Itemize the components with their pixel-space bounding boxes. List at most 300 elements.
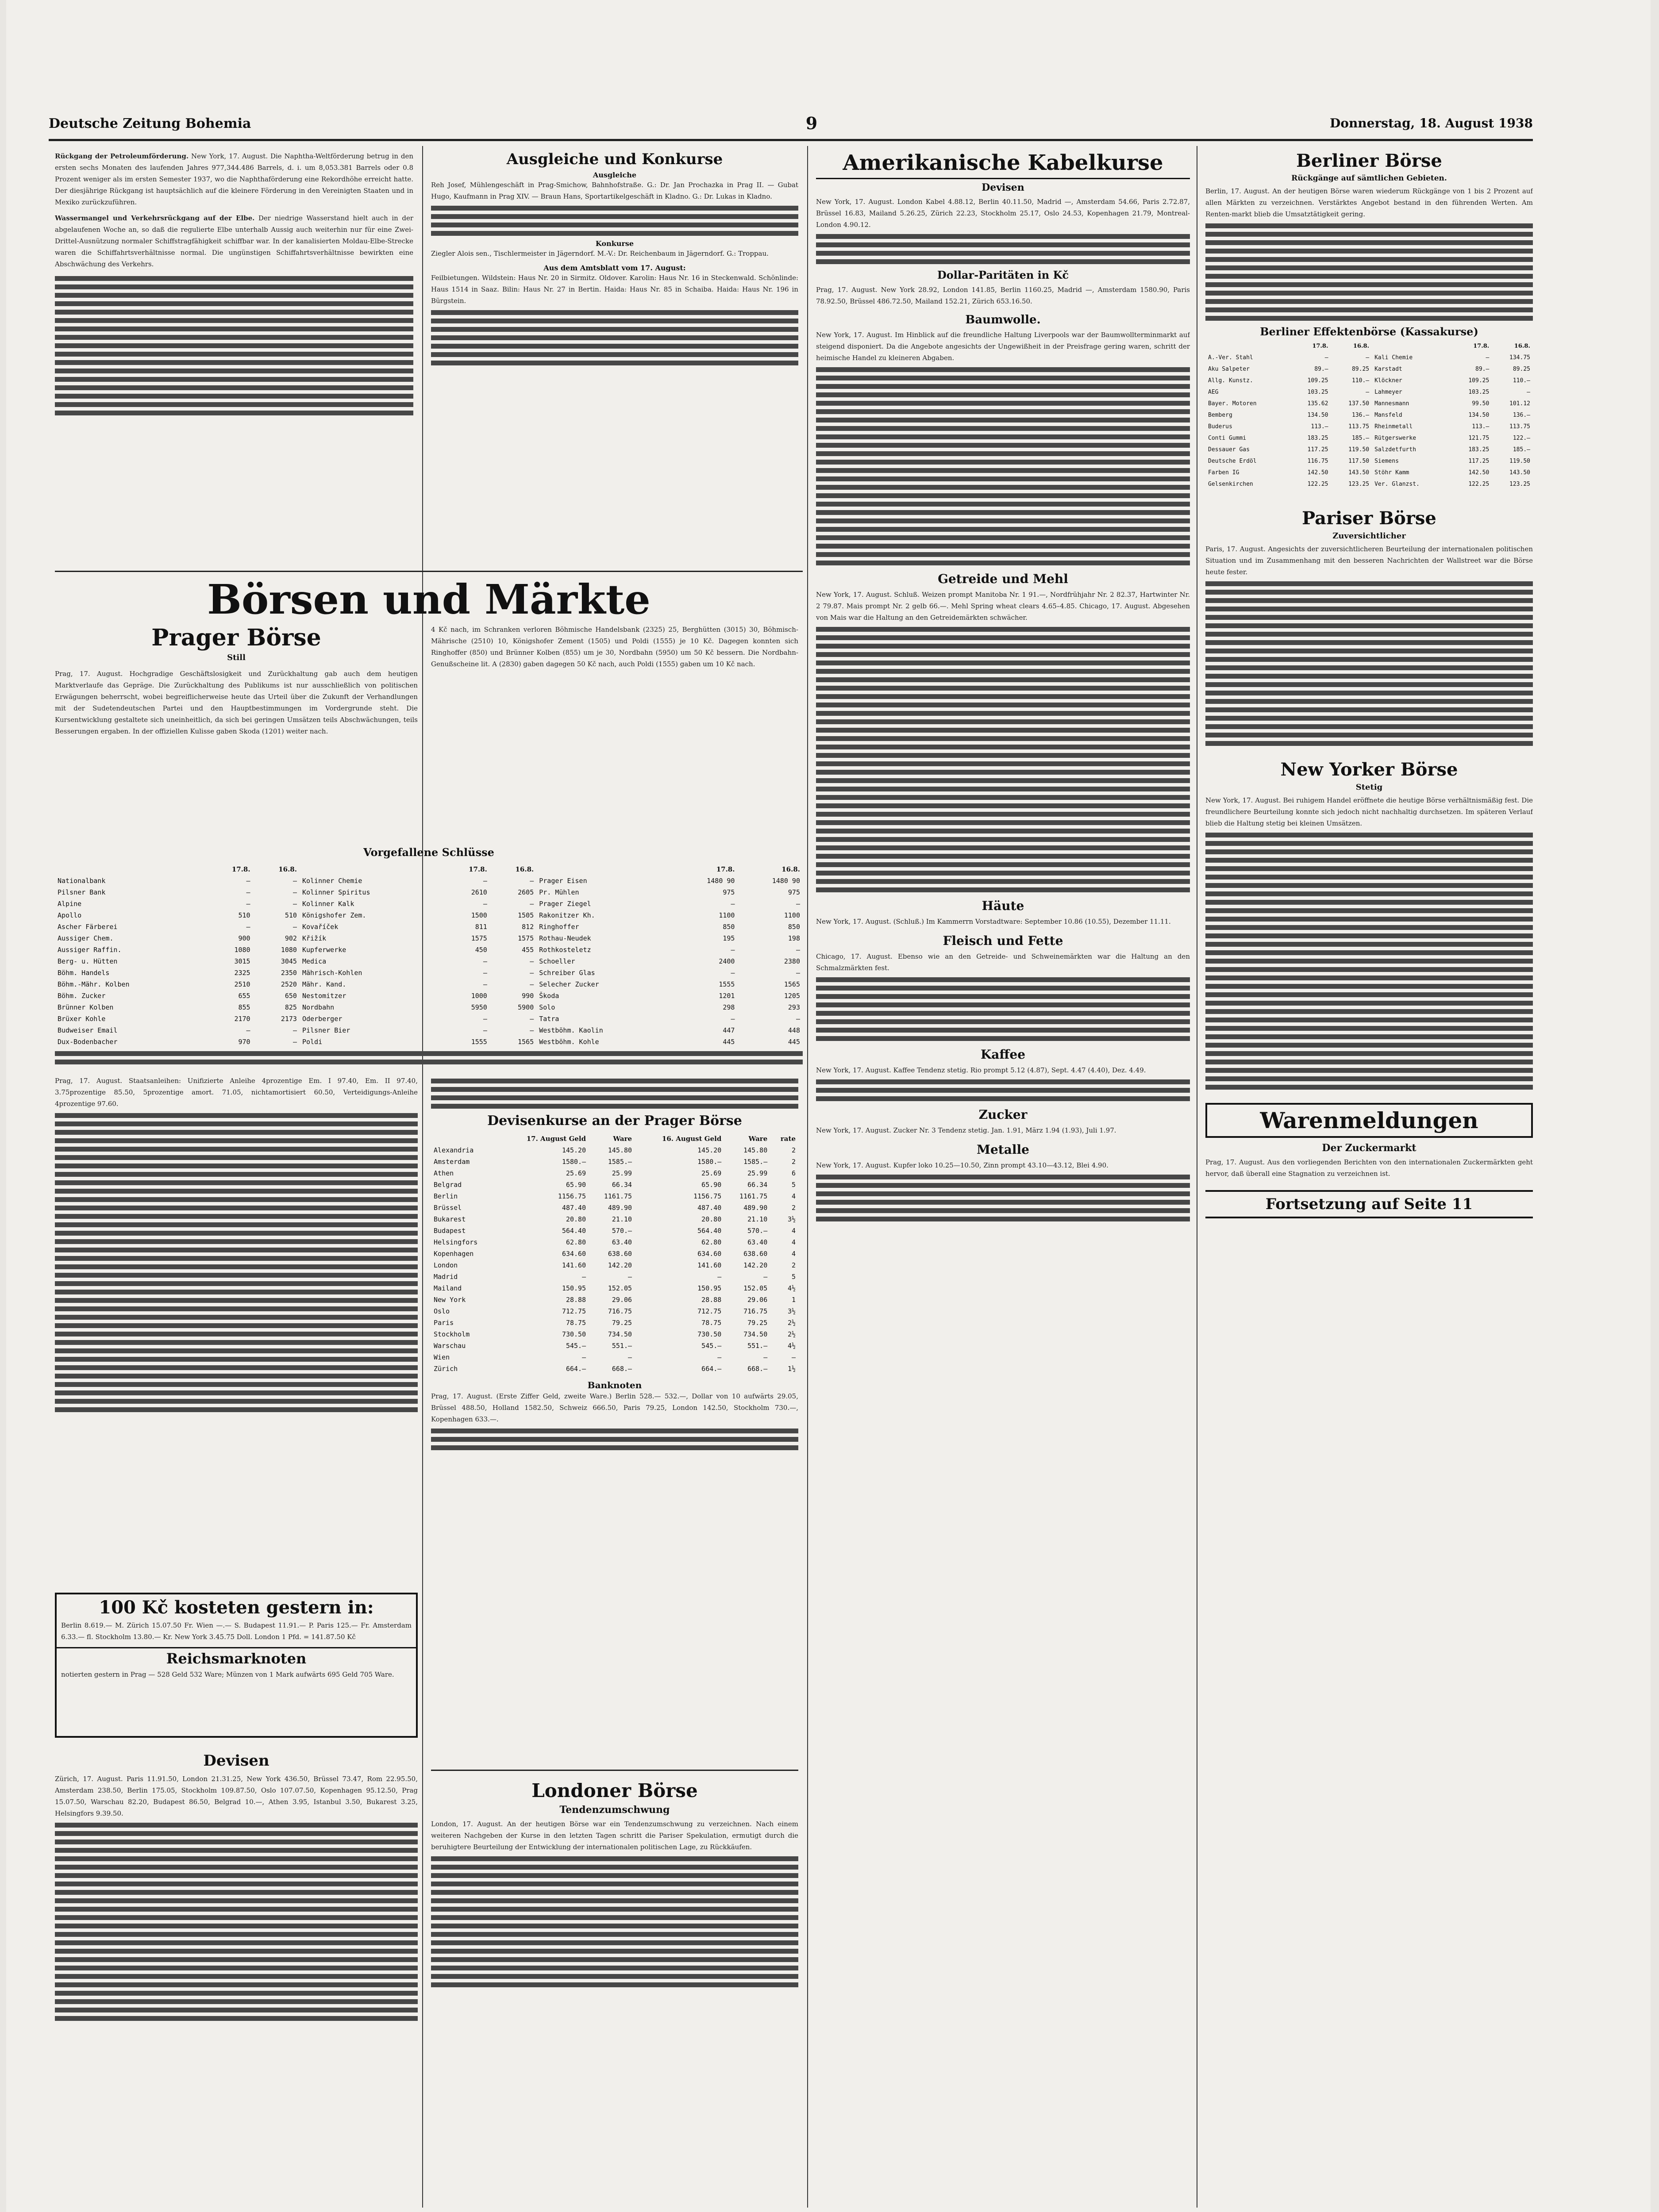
th <box>431 1133 499 1144</box>
table-row <box>431 1271 798 1283</box>
getreide-title: Getreide und Mehl <box>938 572 1068 586</box>
table-cell: 119.50 <box>1509 458 1530 465</box>
table-cell: Böhm. Zucker <box>58 992 106 1000</box>
table-cell: 2 <box>791 1204 796 1212</box>
devisen-title: Devisen <box>203 1752 269 1770</box>
table-cell: 902 <box>285 934 297 942</box>
table-cell: 489.90 <box>743 1204 768 1212</box>
table-cell: Prager Ziegel <box>539 900 591 908</box>
reichsmark-text: notierten gestern in Prag — 528 Geld 532 Ware; Münzen von 1 Mark aufwärts 695 Geld 705 Ware. <box>61 1671 394 1678</box>
table-cell: 142.20 <box>743 1261 768 1269</box>
table-cell: Siemens <box>1374 458 1399 465</box>
warenmeldungen-box <box>1205 1103 1533 1138</box>
table-cell: 510 <box>285 911 297 919</box>
table-cell: 3045 <box>281 957 297 965</box>
table-cell: 489.90 <box>608 1204 632 1212</box>
zuckermarkt-text: Prag, 17. August. Aus den vorliegenden Berichten von den internationalen Zuckermärkten geht hervor, daß überall eine Stagnation zu verzeichnen ist. <box>1205 1158 1533 1178</box>
table-cell: 1100 <box>784 911 800 919</box>
table-cell: 668.— <box>747 1365 768 1373</box>
table-cell: — <box>530 957 534 965</box>
table-cell: 298 <box>723 1003 735 1011</box>
table-cell: 122.— <box>1513 435 1530 442</box>
table-cell: Allg. Kunstz. <box>1208 377 1253 384</box>
table-row <box>55 979 803 990</box>
table-cell: 551.— <box>747 1342 768 1350</box>
table-cell: 21.10 <box>747 1215 768 1223</box>
table-cell: — <box>246 1026 250 1034</box>
zucker-title: Zucker <box>978 1107 1028 1122</box>
table-cell: 142.20 <box>608 1261 632 1269</box>
table-cell: Kopenhagen <box>434 1250 474 1258</box>
table-cell: 78.75 <box>566 1319 586 1327</box>
table-cell: Kolinner Chemie <box>302 877 362 885</box>
table-cell: Medica <box>302 957 327 965</box>
table-cell: — <box>293 888 297 896</box>
table-cell: 2400 <box>719 957 735 965</box>
table-cell: 551.— <box>612 1342 632 1350</box>
th: Ware <box>613 1135 632 1143</box>
table-cell: — <box>796 969 800 977</box>
table-cell: 564.40 <box>697 1227 722 1235</box>
table-cell: Karstadt <box>1374 366 1402 373</box>
table-row <box>431 1294 798 1306</box>
table-cell: Rütgerswerke <box>1374 435 1417 442</box>
table-cell: Kali Chemie <box>1374 354 1413 361</box>
table-cell: — <box>293 1026 297 1034</box>
metalle-title: Metalle <box>977 1142 1029 1157</box>
devisenkurse-table <box>431 1133 798 1375</box>
table-cell: 825 <box>285 1003 297 1011</box>
table-cell: 78.75 <box>701 1319 722 1327</box>
table-cell: Berlin <box>434 1192 458 1200</box>
table-cell: 63.40 <box>612 1238 632 1246</box>
berliner-text: Berlin, 17. August. An der heutigen Börse waren wiederum Rückgänge von 1 bis 2 Prozent auf allen Märkten zu verzeichnen. Verstärktes Angebot bestand in den führenden Werten. Am Renten-markt blieb die Umsatztätigkeit gering. <box>1205 187 1533 218</box>
table-cell: — <box>530 969 534 977</box>
table-cell: Budapest <box>434 1227 466 1235</box>
table-cell: 2170 <box>234 1015 250 1023</box>
table-cell: 113.— <box>1472 423 1490 430</box>
kabelkurse-sub: Devisen <box>982 182 1024 193</box>
table-cell: — <box>483 969 487 977</box>
table-cell: Berg- u. Hütten <box>58 957 118 965</box>
table-row <box>431 1363 798 1375</box>
table-cell: Mannesmann <box>1374 400 1409 407</box>
kc-box <box>55 1593 418 1738</box>
col-divider-1 <box>422 146 423 2208</box>
th: 17. August Geld <box>526 1135 586 1143</box>
table-cell: Dux-Bodenbacher <box>58 1038 118 1046</box>
table-cell: — <box>582 1273 586 1281</box>
table-cell: 450 <box>475 946 487 954</box>
table-row <box>55 967 803 979</box>
table-cell: 113.75 <box>1509 423 1530 430</box>
table-cell: 185.— <box>1513 446 1530 453</box>
table-cell: 900 <box>238 934 250 942</box>
table-cell: 1565 <box>518 1038 534 1046</box>
table-cell: 2 <box>791 1158 796 1166</box>
table-cell: 1000 <box>471 992 487 1000</box>
elbe-text: Der niedrige Wasserstand hielt auch in der abgelaufenen Woche an, so daß die regulierte Elbe unterhalb Aussig auch weiterhin nur für eine Zwei-Drittel-Ausnützung normaler Schiffstragfähigkeit schiffbar war. In der kanalisierten Moldau-Elbe-Strecke waren die Schiffahrtsverhältnisse normal. Die ungünstigen Schiffahrtsverhältnisse bewirkten eine Abschwächung des Verkehrs. <box>55 214 413 268</box>
table-cell: 664.— <box>701 1365 722 1373</box>
table-cell: 1201 <box>719 992 735 1000</box>
pariser-text: Paris, 17. August. Angesichts der zuversichtlicheren Beurteilung der internationalen politischen Situation und im Zusammenhang mit den besseren Nachrichten der Wallstreet war die Börse heute fester. <box>1205 545 1533 576</box>
table-cell: Wien <box>434 1353 450 1361</box>
masthead-rule <box>49 139 1533 141</box>
table-cell: — <box>483 1026 487 1034</box>
table-cell: — <box>1486 354 1490 361</box>
table-cell: 117.25 <box>1468 458 1490 465</box>
table-cell: 110.— <box>1351 377 1370 384</box>
table-cell: 970 <box>238 1038 250 1046</box>
table-cell: 79.25 <box>747 1319 768 1327</box>
table-cell: Farben IG <box>1208 469 1239 476</box>
berliner-title: Berliner Börse <box>1296 150 1442 171</box>
table-cell: 145.80 <box>743 1146 768 1154</box>
table-row <box>55 921 803 933</box>
fleisch-title: Fleisch und Fette <box>943 933 1063 948</box>
table-row <box>55 898 803 910</box>
table-cell: 570.— <box>612 1227 632 1235</box>
kaffee-title: Kaffee <box>980 1047 1026 1062</box>
table-cell: — <box>246 888 250 896</box>
table-row <box>1205 352 1533 364</box>
table-cell: 1580.— <box>562 1158 586 1166</box>
table-cell: 712.75 <box>697 1307 722 1315</box>
table-row <box>1205 387 1533 398</box>
konkurse-text: Ziegler Alois sen., Tischlermeister in Jägerndorf. M.-V.: Dr. Reichenbaum in Jägerndorf. G.: Troppau. <box>431 250 769 257</box>
table-cell: 62.80 <box>566 1238 586 1246</box>
table-cell: 990 <box>522 992 534 1000</box>
table-cell: Aussiger Chem. <box>58 934 114 942</box>
table-cell: Alexandria <box>434 1146 474 1154</box>
table-cell: 3015 <box>234 957 250 965</box>
prager-boerse-sub: Still <box>227 653 246 662</box>
table-cell: 89.— <box>1314 366 1328 373</box>
table-cell: Ver. Glanzst. <box>1374 481 1420 488</box>
table-cell: 135.62 <box>1307 400 1328 407</box>
table-cell: Belgrad <box>434 1181 462 1189</box>
table-cell: 109.25 <box>1307 377 1328 384</box>
th: 17.8. <box>716 865 735 873</box>
table-cell: — <box>530 877 534 885</box>
elbe-headline: Wassermangel und Verkehrsrückgang auf der Elbe. <box>55 214 255 222</box>
table-cell: Westböhm. Kaolin <box>539 1026 603 1034</box>
table-cell: 716.75 <box>608 1307 632 1315</box>
table-cell: Bayer. Motoren <box>1208 400 1257 407</box>
table-cell: — <box>1324 354 1328 361</box>
table-cell: 1480 90 <box>772 877 800 885</box>
table-cell: Böhm. Handels <box>58 969 110 977</box>
table-cell: 634.60 <box>697 1250 722 1258</box>
table-cell: 6 <box>791 1169 796 1177</box>
table-cell: 137.50 <box>1348 400 1370 407</box>
table-cell: 103.25 <box>1468 389 1490 396</box>
th: 17.8. <box>1473 343 1490 349</box>
table-cell: 25.99 <box>612 1169 632 1177</box>
table-cell: 448 <box>788 1026 800 1034</box>
col4 <box>1205 150 1533 2212</box>
table-row <box>55 1013 803 1025</box>
table-cell: 4 <box>791 1192 796 1200</box>
table-cell: 2350 <box>281 969 297 977</box>
table-cell: 1080 <box>281 946 297 954</box>
table-row <box>1205 398 1533 410</box>
devisenkurse-block <box>431 1075 798 1765</box>
table-cell: Stöhr Kamm <box>1374 469 1409 476</box>
table-cell: 2 <box>791 1261 796 1269</box>
berliner-sub: Rückgänge auf sämtlichen Gebieten. <box>1291 174 1447 183</box>
table-row <box>1205 444 1533 456</box>
table-cell: — <box>530 980 534 988</box>
table-cell: Pilsner Bank <box>58 888 106 896</box>
table-cell: Mansfeld <box>1374 412 1402 419</box>
table-cell: 117.25 <box>1307 446 1328 453</box>
table-row <box>55 910 803 921</box>
table-row <box>431 1260 798 1271</box>
table-cell: 136.— <box>1513 412 1530 419</box>
table-cell: Pilsner Bier <box>302 1026 350 1034</box>
table-cell: 29.06 <box>747 1296 768 1304</box>
table-cell: 66.34 <box>747 1181 768 1189</box>
table-cell: 99.50 <box>1472 400 1490 407</box>
table-cell: 1100 <box>719 911 735 919</box>
th: 16.8. <box>1514 343 1530 349</box>
fleisch-text: Chicago, 17. August. Ebenso wie an den Getreide- und Schweinemärkten war die Haltung an den Schmalzmärkten fest. <box>816 952 1190 972</box>
table-cell: — <box>1366 354 1370 361</box>
table-cell: Oslo <box>434 1307 450 1315</box>
table-cell: 1555 <box>719 980 735 988</box>
table-row <box>1205 410 1533 421</box>
table-cell: 121.75 <box>1468 435 1490 442</box>
table-row <box>431 1179 798 1190</box>
table-row <box>55 990 803 1002</box>
table-cell: Rothau-Neudek <box>539 934 591 942</box>
table-cell: 113.— <box>1311 423 1328 430</box>
table-cell: — <box>791 1353 796 1361</box>
table-cell: — <box>293 1038 297 1046</box>
table-cell: 89.25 <box>1351 366 1370 373</box>
table-cell: Bukarest <box>434 1215 466 1223</box>
table-cell: 28.88 <box>701 1296 722 1304</box>
table-cell: 564.40 <box>562 1227 586 1235</box>
table-cell: 812 <box>522 923 534 931</box>
th <box>536 864 672 875</box>
table-cell: 2½ <box>787 1319 796 1327</box>
table-row <box>431 1306 798 1317</box>
table-cell: Alpine <box>58 900 82 908</box>
table-cell: 5 <box>791 1273 796 1281</box>
staats-text: Prag, 17. August. Staatsanleihen: Unifizierte Anleihe 4prozentige Em. I 97.40, Em. II 97.40, 3.75prozentige 85.50, 5prozentige amort. 71.05, nichtamortisiert 60.50, Verteidigungs-Anleihe 4prozentige 97.60. <box>55 1077 418 1108</box>
table-cell: 1080 <box>234 946 250 954</box>
table-cell: 145.20 <box>562 1146 586 1154</box>
table-cell: Kovaříček <box>302 923 339 931</box>
prager-boerse-title: Prager Börse <box>151 624 321 651</box>
table-cell: 143.50 <box>1348 469 1370 476</box>
table-cell: — <box>293 923 297 931</box>
pariser-sub: Zuversichtlicher <box>1332 531 1406 541</box>
table-cell: 142.50 <box>1307 469 1328 476</box>
table-row <box>1205 467 1533 479</box>
table-cell: Mährisch-Kohlen <box>302 969 362 977</box>
table-cell: 145.80 <box>608 1146 632 1154</box>
table-cell: — <box>731 900 735 908</box>
table-cell: 1161.75 <box>739 1192 768 1200</box>
table-cell: 487.40 <box>697 1204 722 1212</box>
table-cell: — <box>1527 389 1530 396</box>
table-cell: Nationalbank <box>58 877 106 885</box>
table-cell: 734.50 <box>608 1330 632 1338</box>
table-row <box>431 1283 798 1294</box>
table-cell: 109.25 <box>1468 377 1490 384</box>
table-cell: 716.75 <box>743 1307 768 1315</box>
table-cell: Aussiger Raffin. <box>58 946 122 954</box>
table-cell: — <box>483 1015 487 1023</box>
table-cell: 20.80 <box>566 1215 586 1223</box>
table-cell: Ringhoffer <box>539 923 579 931</box>
th: 16. August Geld <box>662 1135 722 1143</box>
table-cell: 1500 <box>471 911 487 919</box>
table-cell: Kolinner Kalk <box>302 900 354 908</box>
table-cell: 66.34 <box>612 1181 632 1189</box>
table-cell: 143.50 <box>1509 469 1530 476</box>
table-cell: 5900 <box>518 1003 534 1011</box>
table-row <box>55 875 803 887</box>
kaffee-text: New York, 17. August. Kaffee Tendenz stetig. Rio prompt 5.12 (4.87), Sept. 4.47 (4.40), Dez. 4.49. <box>816 1066 1146 1074</box>
table-cell: — <box>530 1026 534 1034</box>
table-cell: 730.50 <box>562 1330 586 1338</box>
table-row <box>431 1340 798 1352</box>
table-cell: 2 <box>791 1146 796 1154</box>
table-cell: — <box>763 1273 768 1281</box>
table-cell: — <box>796 1015 800 1023</box>
col-divider-2 <box>807 146 808 2208</box>
table-cell: Paris <box>434 1319 454 1327</box>
warenmeldungen-title: Warenmeldungen <box>1260 1107 1478 1133</box>
table-cell: 1585.— <box>743 1158 768 1166</box>
ausgleiche-subtitle: Ausgleiche <box>593 171 637 179</box>
th: 17.8. <box>231 865 250 873</box>
table-cell: 63.40 <box>747 1238 768 1246</box>
table-cell: 2380 <box>784 957 800 965</box>
haeute-text: New York, 17. August. (Schluß.) Im Kammerrn Vorstadtware: September 10.86 (10.55), Dezember 11.11. <box>816 918 1171 926</box>
devisen-zurich <box>55 1752 418 2212</box>
table-cell: 811 <box>475 923 487 931</box>
kabelkurse-title: Amerikanische Kabelkurse <box>816 150 1190 179</box>
table-cell: Škoda <box>539 992 559 1000</box>
table-cell: 142.50 <box>1468 469 1490 476</box>
newyorker-text: New York, 17. August. Bei ruhigem Handel eröffnete die heutige Börse verhältnismäßig fest. Die freundlichere Beurteilung konnte sich jedoch nicht nachhaltig durchsetzen. Im späteren Verlauf blieb die Haltung stetig bei kleinen Umsätzen. <box>1205 796 1533 827</box>
table-cell: 134.50 <box>1468 412 1490 419</box>
table-cell: 638.60 <box>743 1250 768 1258</box>
table-cell: Stockholm <box>434 1330 470 1338</box>
table-cell: 1205 <box>784 992 800 1000</box>
table-cell: Selecher Zucker <box>539 980 599 988</box>
table-row <box>431 1190 798 1202</box>
newspaper-page <box>6 0 1651 2212</box>
table-cell: — <box>582 1353 586 1361</box>
table-cell: 730.50 <box>697 1330 722 1338</box>
table-cell: — <box>763 1353 768 1361</box>
table-cell: Pr. Mühlen <box>539 888 579 896</box>
table-cell: Westböhm. Kohle <box>539 1038 599 1046</box>
table-row <box>55 1025 803 1036</box>
th: 16.8. <box>1353 343 1370 349</box>
table-cell: 195 <box>723 934 735 942</box>
konkurse-subtitle: Konkurse <box>595 239 634 248</box>
table-cell: 29.06 <box>612 1296 632 1304</box>
table-cell: — <box>483 957 487 965</box>
schluesse-title: Vorgefallene Schlüsse <box>363 846 494 859</box>
table-row <box>55 933 803 944</box>
table-cell: 445 <box>723 1038 735 1046</box>
table-cell: — <box>293 900 297 908</box>
masthead-left: Deutsche Zeitung Bohemia <box>49 116 251 131</box>
table-cell: 134.50 <box>1307 412 1328 419</box>
table-cell: Dessauer Gas <box>1208 446 1250 453</box>
table-row <box>1205 364 1533 375</box>
table-cell: 975 <box>788 888 800 896</box>
table-cell: Conti Gummi <box>1208 435 1247 442</box>
londoner-block <box>431 1770 798 2212</box>
table-cell: 150.95 <box>697 1284 722 1292</box>
th: rate <box>780 1135 796 1143</box>
table-cell: 2610 <box>471 888 487 896</box>
dollar-paritaeten-title: Dollar-Paritäten in Kč <box>937 269 1069 281</box>
th <box>1372 341 1451 352</box>
table-cell: 712.75 <box>562 1307 586 1315</box>
table-cell: 150.95 <box>562 1284 586 1292</box>
table-cell: 487.40 <box>562 1204 586 1212</box>
table-cell: Kolinner Spiritus <box>302 888 370 896</box>
effekten-title: Berliner Effektenbörse (Kassakurse) <box>1260 325 1478 338</box>
table-cell: 634.60 <box>562 1250 586 1258</box>
table-cell: — <box>246 877 250 885</box>
table-cell: 113.75 <box>1348 423 1370 430</box>
table-cell: 1575 <box>471 934 487 942</box>
banknoten-title: Banknoten <box>587 1380 642 1390</box>
table-cell: 510 <box>238 911 250 919</box>
kc-box-title: 100 Kč kosteten gestern in: <box>99 1597 374 1618</box>
table-cell: — <box>293 877 297 885</box>
table-cell: 4½ <box>787 1342 796 1350</box>
table-cell: 1555 <box>471 1038 487 1046</box>
prager-left-text: Prag, 17. August. Hochgradige Geschäftslosigkeit und Zurückhaltung gab auch dem heutigen Marktverlaufe das Gepräge. Die Zurückhaltung des Publikums ist nur ausschließlich von politischen Erwägungen beherrscht, wobei begreiflicherweise heute das Urteil über die Zukunft der Verhandlungen mit der Sudetendeutschen Partei und den Hauptbestimmungen im Vordergrunde steht. Die Kursentwicklung gestaltete sich uneinheitlich, da sich bei geringen Umsätzen teils Abschwächungen, teils Besserungen ergaben. In der offiziellen Kulisse gaben Skoda (1201) weiter nach. <box>55 670 418 735</box>
table-cell: Böhm.-Mähr. Kolben <box>58 980 130 988</box>
table-cell: 145.20 <box>697 1146 722 1154</box>
table-cell: — <box>483 900 487 908</box>
table-cell: 4 <box>791 1250 796 1258</box>
th: 17.8. <box>469 865 487 873</box>
table-row <box>431 1248 798 1260</box>
table-cell: Křižík <box>302 934 327 942</box>
newyorker-sub: Stetig <box>1355 783 1383 792</box>
masthead-date: Donnerstag, 18. August 1938 <box>1329 116 1533 131</box>
table-cell: 1161.75 <box>604 1192 632 1200</box>
londoner-text: London, 17. August. An der heutigen Börse war ein Tendenzumschwung zu verzeichnen. Nach einem weiteren Nachgeben der Kurse in den letzten Tagen schritt die Pariser Spekulation, ermutigt durch die beruhigtere Beurteilung der Entwicklung der internationalen politischen Lage, zu Rückkäufen. <box>431 1820 798 1851</box>
table-cell: Amsterdam <box>434 1158 470 1166</box>
th: 16.8. <box>278 865 297 873</box>
table-cell: 1½ <box>787 1365 796 1373</box>
zucker-text: New York, 17. August. Zucker Nr. 3 Tendenz stetig. Jan. 1.91, März 1.94 (1.93), Juli 1.97. <box>816 1126 1116 1134</box>
table-cell: Klöckner <box>1374 377 1402 384</box>
table-cell: 1156.75 <box>693 1192 722 1200</box>
table-cell: 152.05 <box>743 1284 768 1292</box>
prager-right-text: 4 Kč nach, im Schranken verloren Böhmische Handelsbank (2325) 25, Berghütten (3015) 30, Böhmisch-Mährische (2510) 10, Königshofer Zement (1505) und Poldi (1555) je 10 Kč. Dagegen konnten sich Ringhoffer (850) und Brünner Kolben (855) um je 30, Nordbahn (5950) um 50 Kč bessern. Die Nordbahn-Genußscheine lit. A (2830) gaben dagegen 50 Kč nach, auch Poldi (1555) gaben um 10 Kč nach. <box>431 626 798 668</box>
table-cell: Lahmeyer <box>1374 389 1402 396</box>
table-cell: 4 <box>791 1238 796 1246</box>
table-cell: 1565 <box>784 980 800 988</box>
table-row <box>1205 479 1533 490</box>
